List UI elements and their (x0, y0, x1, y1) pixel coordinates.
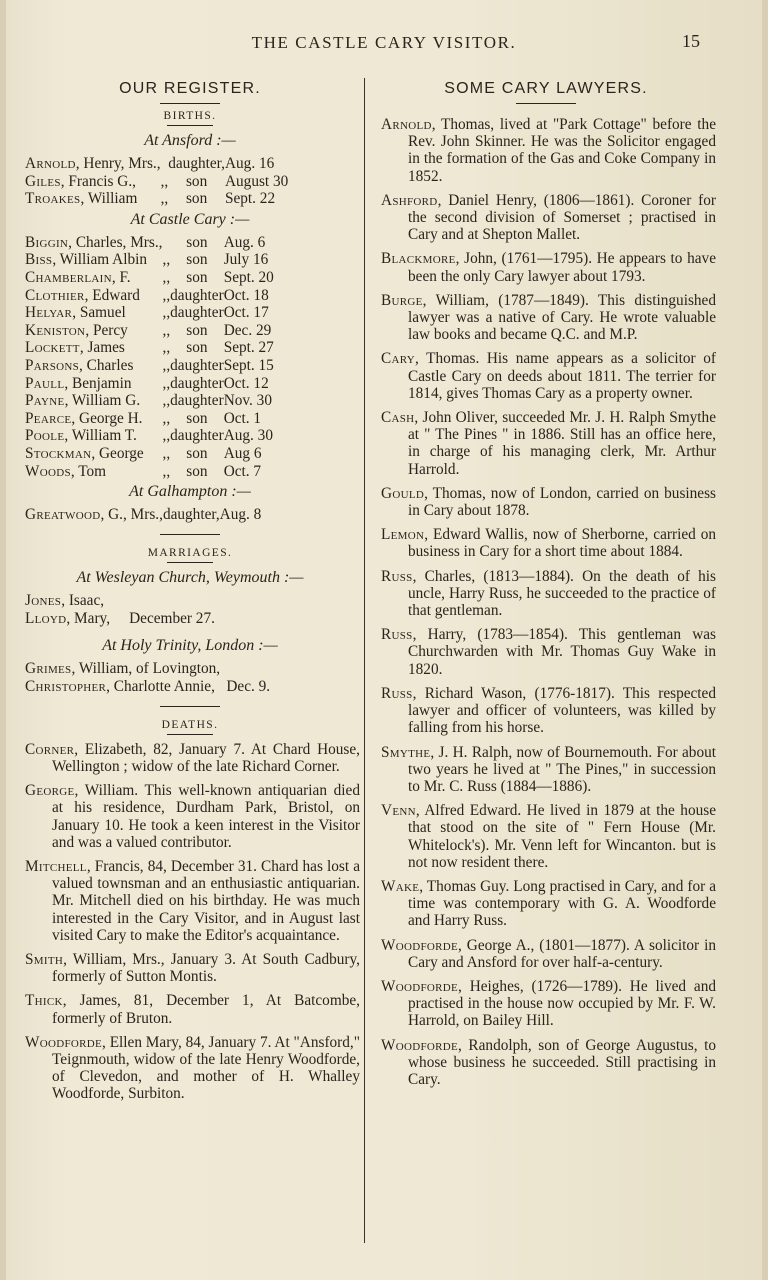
surname: Lemon (381, 526, 425, 544)
birth-date: Sept. 22 (224, 190, 276, 208)
lawyer-text: , J. H. Ralph, now of Bournemouth. For about two years he lived at " The Pines," in succession to Mr. C. Russ (1884—1886). (408, 743, 716, 795)
birth-name (25, 463, 163, 481)
marriage-line (25, 592, 360, 610)
surname: Cary (381, 350, 416, 368)
surname: Giles (25, 172, 61, 190)
lawyer-entry (376, 292, 716, 344)
forename: , G., Mrs., (100, 506, 163, 524)
births-rule (167, 125, 213, 126)
death-entry (20, 782, 360, 851)
birth-date: Nov. 30 (223, 392, 272, 410)
surname: Chamberlain (25, 268, 112, 286)
birth-row (25, 322, 274, 340)
birth-name (25, 155, 161, 173)
lawyer-text: , George A., (1801—1877). A solicitor in Cary and Ansford for over half-a-century. (408, 936, 716, 971)
marriage-details: , William, of Lovington, (71, 659, 221, 677)
birth-name (25, 427, 163, 445)
forename: , Samuel (72, 304, 126, 322)
ditto-mark: ,, (162, 304, 171, 322)
birth-row (25, 269, 274, 287)
surname: Russ (381, 684, 413, 702)
surname: Helyar (25, 304, 73, 322)
birth-row (25, 410, 274, 428)
lawyer-text: , Daniel Henry, (1806—1861). Coroner for the second division of Somerset ; practised in Cary and at Shepton Mallet. (408, 191, 716, 244)
birth-row (25, 190, 288, 208)
ditto-mark: ,, (162, 356, 171, 374)
lawyer-text: , Heighes, (1726—1789). He lived and practised in the house now occupied by Mr. F. W. Harrold, on Bailey Hill. (408, 977, 716, 1030)
lawyer-text: , Thomas Guy. Long practised in Cary, and for a time was contemporary with G. A. Woodforde and Harry Russ. (408, 877, 716, 930)
surname: Parsons (25, 356, 80, 374)
lawyer-entry (376, 409, 716, 478)
surname: Jones (25, 591, 62, 609)
marriage-line (25, 678, 360, 696)
death-text: , Ellen Mary, 84, January 7. At "Ansford," Teignmouth, widow of the late Henry Woodforde, of Clevedon, and mother of H. Whalley Woodforde, Surbiton. (52, 1033, 360, 1103)
ditto-mark: ,, (162, 286, 171, 304)
forename: , Benjamin (64, 374, 132, 392)
birth-place: At Castle Cary :— (130, 210, 250, 228)
ditto-mark: ,, (160, 172, 169, 190)
ditto-mark: ,, (162, 427, 171, 445)
lawyer-text: , Richard Wason, (1776-1817). This respected lawyer and officer of volunteers, was killed by falling from his horse. (408, 684, 716, 737)
forename: , James (79, 339, 125, 357)
birth-date: Sept. 15 (223, 356, 274, 374)
birth-place: At Ansford :— (144, 132, 236, 149)
lawyer-entry (376, 744, 716, 796)
running-head: THE CASTLE CARY VISITOR. (251, 33, 517, 52)
ditto-mark: ,, (162, 251, 171, 269)
lawyers-column (376, 80, 716, 1095)
birth-gender: son (186, 268, 208, 286)
birth-row (25, 339, 274, 357)
surname: Arnold (381, 116, 432, 133)
births-table (25, 234, 274, 480)
birth-name (25, 410, 163, 428)
surname: Mitchell (25, 857, 87, 875)
surname: Blackmore (381, 250, 456, 268)
birth-row (25, 357, 274, 375)
birth-date: Oct. 17 (223, 304, 269, 322)
birth-date: Aug. 16 (224, 155, 275, 172)
column-divider (364, 78, 365, 1243)
register-title: OUR REGISTER. (119, 80, 261, 97)
forename: , George H. (71, 409, 143, 427)
birth-gender: son (186, 251, 208, 269)
surname: Woodforde (381, 936, 459, 954)
death-entry (20, 992, 360, 1026)
birth-date: Oct. 1 (223, 409, 262, 427)
forename: , Francis G., (60, 172, 136, 190)
death-text: , William. This well-known antiquarian died at his residence, Durdham Park, Bristol, on January 10. He took a keen interest in the Visitor and was a valued contributor. (52, 782, 360, 851)
birth-row (25, 463, 274, 481)
forename: , Edward (84, 286, 140, 304)
surname: Keniston (25, 321, 86, 339)
surname: Troakes (25, 190, 81, 208)
birth-gender: son (186, 339, 208, 357)
death-text: , Elizabeth, 82, January 7. At Chard House, Wellington ; widow of the late Richard Corner. (52, 740, 360, 775)
birth-gender: son (185, 172, 208, 190)
forename: , William (80, 190, 138, 208)
surname: Wake (381, 877, 420, 895)
surname: Christopher (25, 677, 107, 695)
surname: Woodforde (381, 977, 459, 995)
marriage-line (25, 660, 360, 678)
lawyer-text: , Edward Wallis, now of Sherborne, carried on business in Cary for a short time about 1884. (408, 526, 716, 561)
birth-name (25, 392, 163, 410)
death-text: , James, 81, December 1, At Batcombe, formerly of Bruton. (52, 992, 360, 1027)
lawyer-entry (376, 978, 716, 1030)
death-text: , Francis, 84, December 31. Chard has lost a valued townsman and an enthusiastic antiquarian. Mr. Mitchell died on his birthday. He was much interested in the Cary Visitor, and in August last visited Cary to make the Editor's acquaintance. (52, 857, 360, 944)
lawyer-text: , Alfred Edward. He lived in 1879 at the house that stood on the site of " Fern House (Mr. Whitelock's). Mr. Venn left for Wincanton. but is not now resident there. (408, 802, 716, 871)
separator-rule (160, 706, 220, 707)
death-entry (20, 1034, 360, 1103)
marriage-line (25, 610, 360, 628)
marriage-details: , Isaac, (61, 591, 105, 609)
register-column (20, 80, 360, 1110)
ditto-mark: ,, (162, 462, 171, 480)
forename: , George (91, 444, 144, 462)
lawyer-entry (376, 1037, 716, 1089)
birth-gender: daughter (170, 286, 224, 304)
birth-name (25, 190, 161, 208)
ditto-mark: ,, (162, 374, 171, 392)
birth-gender: daughter (170, 374, 224, 392)
surname: Arnold (25, 155, 76, 172)
forename: , Charles, Mrs., (68, 233, 163, 251)
surname: Corner (25, 740, 75, 758)
birth-name (25, 251, 163, 269)
surname: Biss (25, 251, 53, 269)
birth-row (25, 287, 274, 305)
birth-row (25, 251, 274, 269)
marriage-details: , Charlotte Annie, Dec. 9. (106, 677, 271, 695)
lawyer-text: , Thomas, lived at "Park Cottage" before the Rev. John Skinner. He was the Solicitor engaged in the formation of the Gas and Coke Company in 1852. (408, 116, 716, 185)
birth-gender: daughter (170, 304, 224, 322)
death-text: , William, Mrs., January 3. At South Cadbury, formerly of Sutton Montis. (52, 950, 360, 986)
forename: , William T. (64, 427, 137, 445)
birth-name (25, 445, 163, 463)
lawyer-entry (376, 626, 716, 678)
birth-name (25, 287, 163, 305)
birth-date: Aug. 6 (223, 233, 266, 251)
surname: Payne (25, 392, 65, 410)
births-table (25, 506, 261, 524)
birth-row (25, 506, 261, 524)
birth-name (25, 269, 163, 287)
surname: Smythe (381, 743, 431, 761)
birth-date: Oct. 12 (223, 374, 269, 392)
births-heading: BIRTHS. (163, 110, 217, 122)
birth-name (25, 357, 163, 375)
birth-gender: daughter (170, 427, 224, 445)
birth-gender: son (186, 409, 208, 427)
birth-row (25, 155, 288, 173)
surname: Venn (381, 802, 416, 820)
lawyer-text: , Charles, (1813—1884). On the death of his uncle, Harry Russ, he succeeded to the practice of that gentleman. (408, 567, 716, 620)
lawyer-text: , Thomas, now of London, carried on business in Cary about 1878. (408, 484, 716, 520)
birth-row (25, 304, 274, 322)
marriage-place: At Wesleyan Church, Weymouth :— (76, 568, 304, 586)
birth-gender: daughter, (162, 506, 220, 524)
birth-row (25, 445, 274, 463)
birth-row (25, 427, 274, 445)
ditto-mark: ,, (162, 392, 171, 410)
birth-date: Oct. 7 (223, 462, 262, 480)
birth-name (25, 506, 163, 524)
birth-date: Sept. 20 (223, 268, 274, 286)
forename: , William Albin (52, 251, 148, 269)
birth-name (25, 375, 163, 393)
document-page (6, 0, 762, 1280)
birth-name (25, 339, 163, 357)
lawyer-entry (376, 526, 716, 560)
lawyers-list (376, 116, 716, 1088)
page-number: 15 (682, 31, 700, 51)
marriages-heading: MARRIAGES. (147, 546, 233, 559)
birth-date: Dec. 29 (223, 321, 272, 339)
surname: Woods (25, 462, 71, 480)
deaths-rule (167, 734, 213, 735)
birth-name (25, 173, 161, 191)
birth-date: Aug 6 (223, 444, 262, 462)
ditto-mark: ,, (160, 190, 169, 208)
birth-date: August 30 (224, 172, 289, 190)
lawyer-entry (376, 878, 716, 930)
lawyer-text: , Randolph, son of George Augustus, to whose business he succeeded. Still practising in Cary. (408, 1036, 716, 1088)
birth-row (25, 173, 288, 191)
birth-date: Aug. 30 (223, 427, 273, 445)
surname: Biggin (25, 233, 69, 251)
surname: Paull (25, 374, 65, 392)
birth-gender: daughter (170, 356, 224, 374)
surname: Lloyd (25, 609, 67, 627)
lawyer-entry (376, 350, 716, 402)
lawyer-entry (376, 568, 716, 620)
birth-row (25, 234, 274, 252)
forename: , William G. (64, 392, 141, 410)
births-table (25, 155, 288, 208)
forename: , Henry, Mrs., (75, 155, 161, 172)
marriage-place: At Holy Trinity, London :— (102, 636, 278, 654)
ditto-mark: ,, (162, 268, 171, 286)
births-section (20, 132, 360, 524)
lawyer-entry (376, 802, 716, 871)
lawyer-entry (376, 485, 716, 519)
birth-row (25, 392, 274, 410)
separator-rule (160, 534, 220, 535)
surname: Pearce (25, 409, 72, 427)
birth-gender: son (185, 190, 208, 208)
forename: , Tom (70, 462, 107, 480)
deaths-heading: DEATHS. (161, 718, 219, 731)
surname: Woodforde (25, 1033, 103, 1051)
ditto-mark (161, 155, 169, 173)
birth-date: Sept. 27 (223, 339, 274, 357)
birth-place: At Galhampton :— (129, 483, 251, 501)
lawyer-text: , Harry, (1783—1854). This gentleman was Churchwarden with Mr. Thomas Guy Wake in 1820. (408, 626, 716, 678)
ditto-mark: ,, (162, 339, 171, 357)
surname: Poole (25, 427, 65, 445)
surname: Burge (381, 291, 423, 309)
birth-name (25, 234, 163, 252)
surname: Greatwood (25, 506, 101, 524)
title-rule (516, 103, 576, 104)
marriage-details: , Mary, December 27. (66, 609, 215, 627)
ditto-mark: ,, (162, 444, 171, 462)
forename: , F. (111, 268, 131, 286)
birth-row (25, 375, 274, 393)
lawyer-text: , William, (1787—1849). This distinguished lawyer was a native of Cary. He wrote valuable law books and became Q.C. and M.P. (408, 291, 716, 344)
surname: Gould (381, 484, 425, 502)
birth-name (25, 304, 163, 322)
death-entry (20, 951, 360, 985)
surname: George (25, 782, 75, 800)
birth-date: Aug. 8 (219, 506, 262, 524)
spacer (20, 628, 360, 634)
ditto-mark (163, 234, 171, 252)
forename: , Percy (85, 321, 128, 339)
marriages-rule (167, 562, 213, 563)
lawyer-entry (376, 192, 716, 244)
title-rule (160, 103, 220, 104)
birth-date: Oct. 18 (223, 286, 269, 304)
birth-gender: daughter (170, 392, 224, 410)
death-entry (20, 741, 360, 775)
lawyer-text: , John, (1761—1795). He appears to have been the only Cary lawyer about 1793. (408, 250, 716, 285)
forename: , Charles (79, 356, 134, 374)
surname: Grimes (25, 659, 72, 677)
lawyer-entry (376, 116, 716, 185)
birth-date: July 16 (223, 251, 269, 269)
surname: Smith (25, 950, 64, 968)
lawyer-entry (376, 937, 716, 971)
birth-gender: son (186, 233, 208, 251)
ditto-mark: ,, (162, 321, 171, 339)
lawyer-entry (376, 250, 716, 284)
surname: Cash (381, 409, 415, 427)
surname: Stockman (25, 444, 92, 462)
birth-gender: daughter, (168, 155, 225, 172)
surname: Ashford (381, 191, 438, 209)
birth-gender: son (186, 462, 208, 480)
lawyer-text: , John Oliver, succeeded Mr. J. H. Ralph Smythe at " The Pines " in 1886. Still has an office here, in charge of his managing clerk, Mr. Arthur Harrold. (408, 409, 716, 478)
deaths-section (20, 741, 360, 1103)
surname: Woodforde (381, 1036, 459, 1054)
birth-gender: son (186, 321, 208, 339)
death-entry (20, 858, 360, 944)
surname: Russ (381, 567, 413, 585)
surname: Lockett (25, 339, 80, 357)
surname: Thick (25, 992, 63, 1010)
surname: Clothier (25, 286, 85, 304)
marriages-section (20, 569, 360, 696)
lawyer-entry (376, 685, 716, 737)
birth-gender: son (186, 444, 208, 462)
lawyers-title: SOME CARY LAWYERS. (444, 80, 648, 97)
ditto-mark: ,, (162, 409, 171, 427)
birth-name (25, 322, 163, 340)
lawyer-text: , Thomas. His name appears as a solicitor of Castle Cary on deeds about 1811. The terrier for 1814, gives Thomas Cary as a property owner. (408, 350, 716, 402)
surname: Russ (381, 626, 413, 644)
